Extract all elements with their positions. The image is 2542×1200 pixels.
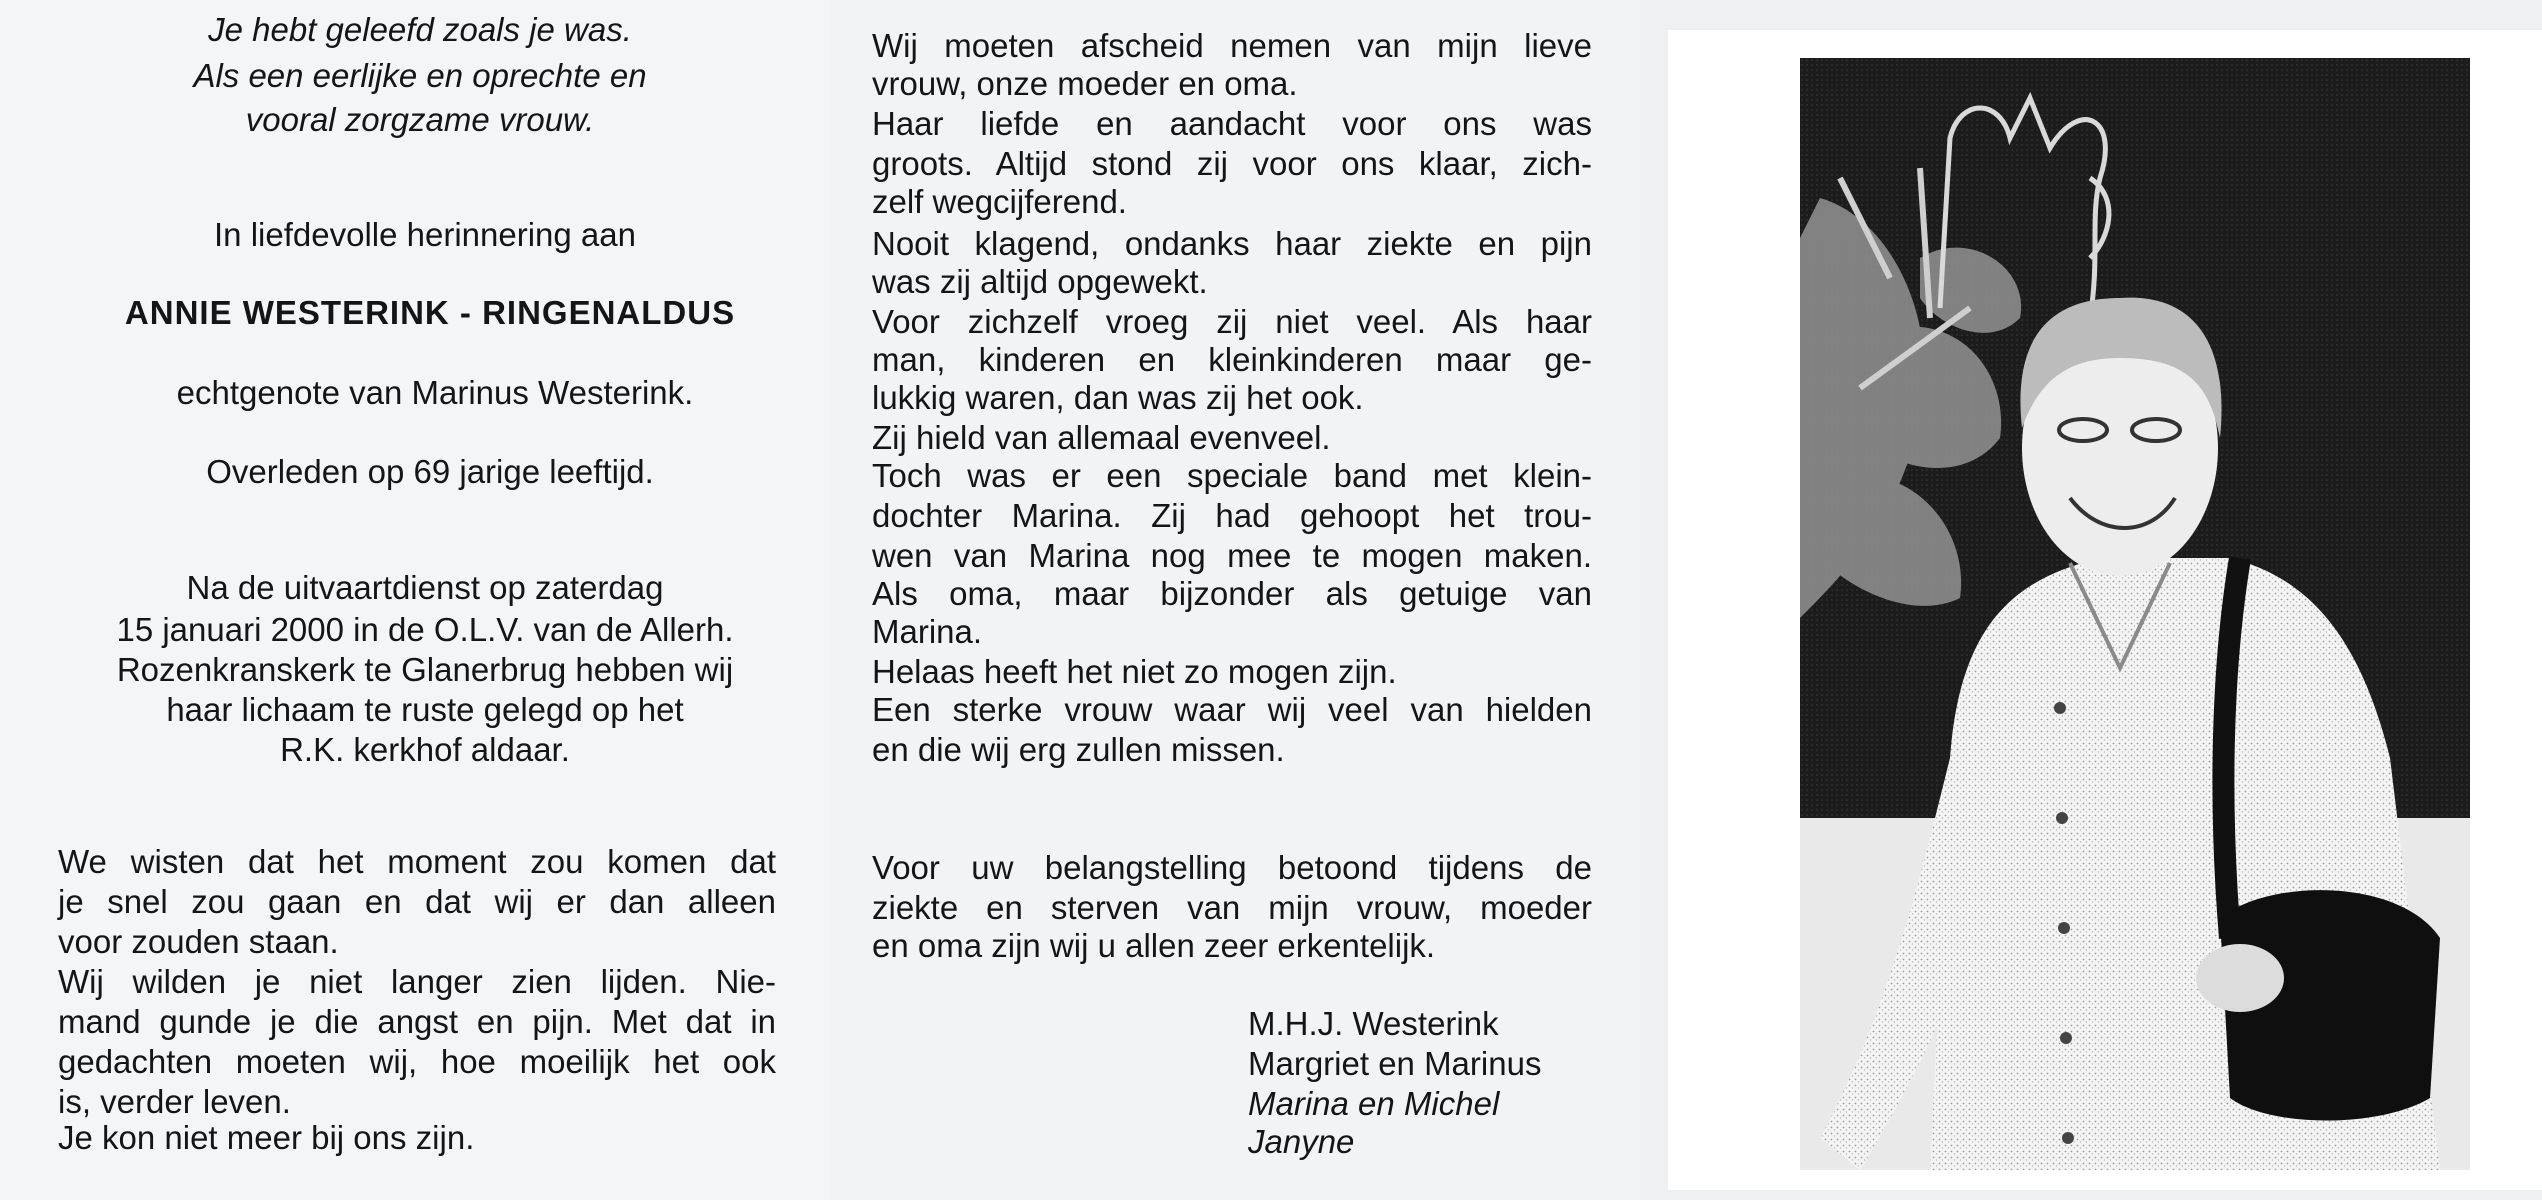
spouse-line: echtgenote van Marinus Westerink. [176, 374, 694, 411]
text-line: gedachten moeten wij, hoe moeilijk het ook [58, 1043, 776, 1080]
thanks-line: ziekte en sterven van mijn vrouw, moeder [872, 889, 1592, 926]
remembrance-intro: In liefdevolle herinnering aan [214, 216, 636, 253]
text-line: We wisten dat het moment zou komen dat [58, 843, 776, 880]
poem-line: Als een eerlijke en oprechte en [193, 57, 647, 94]
text-line: man, kinderen en kleinkinderen maar ge- [872, 341, 1592, 378]
text-line: Als oma, maar bijzonder als getuige van [872, 575, 1592, 612]
funeral-line: R.K. kerkhof aldaar. [280, 731, 570, 768]
funeral-line: 15 januari 2000 in de O.L.V. van de Allerh. [116, 611, 734, 648]
text-line: Voor zichzelf vroeg zij niet veel. Als haar [872, 303, 1592, 340]
poem-line: vooral zorgzame vrouw. [245, 101, 595, 138]
text-line: dochter Marina. Zij had gehoopt het trou- [872, 497, 1592, 534]
thanks-line: en oma zijn wij u allen zeer erkentelijk. [872, 927, 1436, 964]
signature-line: Marina en Michel [1248, 1085, 1500, 1122]
text-line: Helaas heeft het niet zo mogen zijn. [872, 653, 1397, 690]
funeral-line: Rozenkranskerk te Glanerbrug hebben wij [116, 651, 734, 688]
signature-line: Margriet en Marinus [1248, 1045, 1542, 1082]
text-line: Toch was er een speciale band met klein- [872, 457, 1592, 494]
funeral-line: Na de uitvaartdienst op zaterdag [186, 569, 664, 606]
text-line: was zij altijd opgewekt. [872, 263, 1208, 300]
text-line: lukkig waren, dan was zij het ook. [872, 379, 1364, 416]
text-line: Haar liefde en aandacht voor ons was [872, 105, 1592, 142]
deceased-name: ANNIE WESTERINK - RINGENALDUS [124, 294, 736, 331]
text-line: Een sterke vrouw waar wij veel van hielden [872, 691, 1592, 728]
text-line: vrouw, onze moeder en oma. [872, 65, 1298, 102]
text-line: groots. Altijd stond zij voor ons klaar, zich- [872, 145, 1592, 182]
text-line: Je kon niet meer bij ons zijn. [58, 1119, 475, 1156]
age-line: Overleden op 69 jarige leeftijd. [206, 453, 654, 490]
funeral-line: haar lichaam te ruste gelegd op het [166, 691, 684, 728]
poem-line: Je hebt geleefd zoals je was. [208, 11, 632, 48]
text-line: wen van Marina nog mee te mogen maken. [872, 537, 1592, 574]
left-panel [0, 0, 830, 1200]
text-line: je snel zou gaan en dat wij er dan alleen [58, 883, 776, 920]
text-line: Wij wilden je niet langer zien lijden. Nie- [58, 963, 776, 1000]
text-line: mand gunde je die angst en pijn. Met dat in [58, 1003, 776, 1040]
text-line: zelf wegcijferend. [872, 183, 1127, 220]
text-line: Marina. [872, 613, 983, 650]
middle-panel [830, 0, 1640, 1200]
text-line: Zij hield van allemaal evenveel. [872, 419, 1331, 456]
text-line: voor zouden staan. [58, 923, 339, 960]
signature-line: M.H.J. Westerink [1248, 1005, 1499, 1042]
text-line: is, verder leven. [58, 1083, 291, 1120]
thanks-line: Voor uw belangstelling betoond tijdens de [872, 849, 1592, 886]
text-line: Wij moeten afscheid nemen van mijn lieve [872, 27, 1592, 64]
text-line: en die wij erg zullen missen. [872, 731, 1285, 768]
text-line: Nooit klagend, ondanks haar ziekte en pijn [872, 225, 1592, 262]
portrait-photo [1800, 58, 2470, 1170]
signature-line: Janyne [1248, 1123, 1355, 1160]
